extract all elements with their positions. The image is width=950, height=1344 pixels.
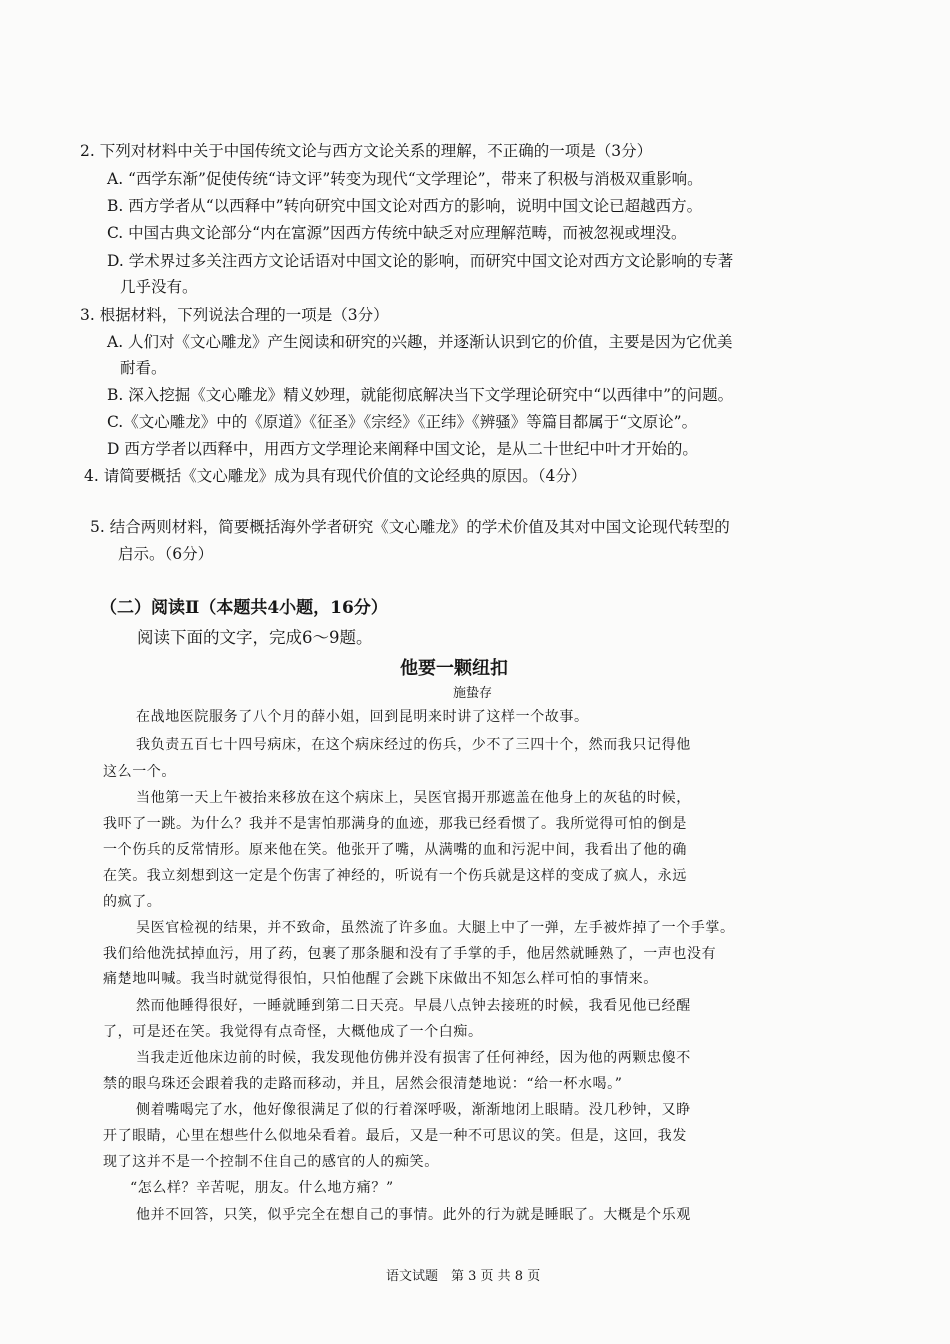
story-line: 一个伤兵的反常情形。原来他在笑。他张开了嘴，从满嘴的血和污泥中间，我看出了他的确 (103, 842, 687, 858)
story-line: 了，可是还在笑。我觉得有点奇怪，大概他成了一个白痴。 (103, 1024, 483, 1040)
question-5-stem: 5. 结合两则材料，简要概括海外学者研究《文心雕龙》的学术价值及其对中国文论现代转型的 (90, 518, 730, 536)
question-2-option-b: B. 西方学者从“以西释中”转向研究中国文论对西方的影响，说明中国文论已超越西方。 (107, 197, 703, 215)
question-2-option-d-continued: 几乎没有。 (120, 278, 198, 296)
question-2-option-a: A. “西学东渐”促使传统“诗文评”转变为现代“文学理论”，带来了积极与消极双重影响。 (107, 170, 703, 188)
question-3-option-b: B. 深入挖掘《文心雕龙》精义妙理，就能彻底解决当下文学理论研究中“以西律中”的问题。 (107, 386, 734, 404)
question-3-option-a: A. 人们对《文心雕龙》产生阅读和研究的兴趣，并逐渐认识到它的价值，主要是因为它优美 (107, 333, 733, 351)
story-line: 我吓了一跳。为什么？我并不是害怕那满身的血迹，那我已经看惯了。我所觉得可怕的倒是 (103, 816, 687, 832)
section-instruction: 阅读下面的文字，完成6～9题。 (137, 628, 373, 647)
story-title: 他要一颗纽扣 (400, 658, 508, 679)
story-line: 我负责五百七十四号病床，在这个病床经过的伤兵，少不了三四十个，然而我只记得他 (136, 737, 691, 753)
story-line: 的疯了。 (103, 894, 162, 910)
story-line: 侧着嘴喝完了水，他好像很满足了似的行着深呼吸，渐渐地闭上眼睛。没几秒钟，又睁 (136, 1102, 691, 1118)
story-line: 吴医官检视的结果，并不致命，虽然流了许多血。大腿上中了一弹，左手被炸掉了一个手掌。 (136, 920, 735, 936)
question-2-option-d: D. 学术界过多关注西方文论话语对中国文论的影响，而研究中国文论对西方文论影响的专著 (107, 252, 734, 270)
story-line: 禁的眼乌珠还会跟着我的走路而移动，并且，居然会很清楚地说：“给一杯水喝。” (103, 1076, 623, 1092)
page-footer: 语文试题 第 3 页 共 8 页 (386, 1269, 541, 1284)
story-line: 在战地医院服务了八个月的薛小姐，回到昆明来时讲了这样一个故事。 (136, 709, 589, 725)
question-3-option-d: D 西方学者以西释中，用西方文学理论来阐释中国文论，是从二十世纪中叶才开始的。 (107, 440, 698, 458)
story-line: 他并不回答，只笑，似乎完全在想自己的事情。此外的行为就是睡眠了。大概是个乐观 (136, 1207, 691, 1223)
story-line: 痛楚地叫喊。我当时就觉得很怕，只怕他醒了会跳下床做出不知怎么样可怕的事情来。 (103, 971, 658, 987)
story-line: “怎么样？辛苦呢，朋友。什么地方痛？” (130, 1180, 394, 1196)
story-line: 当我走近他床边前的时候，我发现他仿佛并没有损害了任何神经，因为他的两颗忠傻不 (136, 1050, 691, 1066)
story-line: 当他第一天上午被抬来移放在这个病床上，吴医官揭开那遮盖在他身上的灰毡的时候， (136, 790, 691, 806)
story-line: 这么一个。 (103, 764, 176, 780)
question-5-stem-continued: 启示。（6分） (118, 545, 214, 563)
story-line: 我们给他洗拭掉血污，用了药，包裹了那条腿和没有了手掌的手，他居然就睡熟了，一声也没有 (103, 946, 717, 962)
story-line: 开了眼睛，心里在想些什么似地朵看着。最后，又是一种不可思议的笑。但是，这回，我发 (103, 1128, 687, 1144)
story-line: 现了这并不是一个控制不住自己的感官的人的痴笑。 (103, 1154, 439, 1170)
story-line: 在笑。我立刻想到这一定是个伤害了神经的，听说有一个伤兵就是这样的变成了疯人，永远 (103, 868, 687, 884)
section-heading: （二）阅读Ⅱ（本题共4小题，16分） (100, 598, 388, 618)
story-author: 施蛰存 (453, 686, 493, 701)
story-line: 然而他睡得很好，一睡就睡到第二日天亮。早晨八点钟去接班的时候，我看见他已经醒 (136, 998, 691, 1014)
question-2-stem: 2. 下列对材料中关于中国传统文论与西方文论关系的理解，不正确的一项是（3分） (80, 142, 653, 160)
question-3-option-c: C.《文心雕龙》中的《原道》《征圣》《宗经》《正纬》《辨骚》等篇目都属于“文原论”。 (107, 413, 698, 431)
question-4-stem: 4. 请简要概括《文心雕龙》成为具有现代价值的文论经典的原因。（4分） (84, 467, 587, 485)
question-3-stem: 3. 根据材料，下列说法合理的一项是（3分） (80, 306, 389, 324)
question-2-option-c: C. 中国古典文论部分“内在富源”因西方传统中缺乏对应理解范畴，而被忽视或埋没。 (107, 224, 687, 242)
question-3-option-a-continued: 耐看。 (120, 359, 167, 377)
